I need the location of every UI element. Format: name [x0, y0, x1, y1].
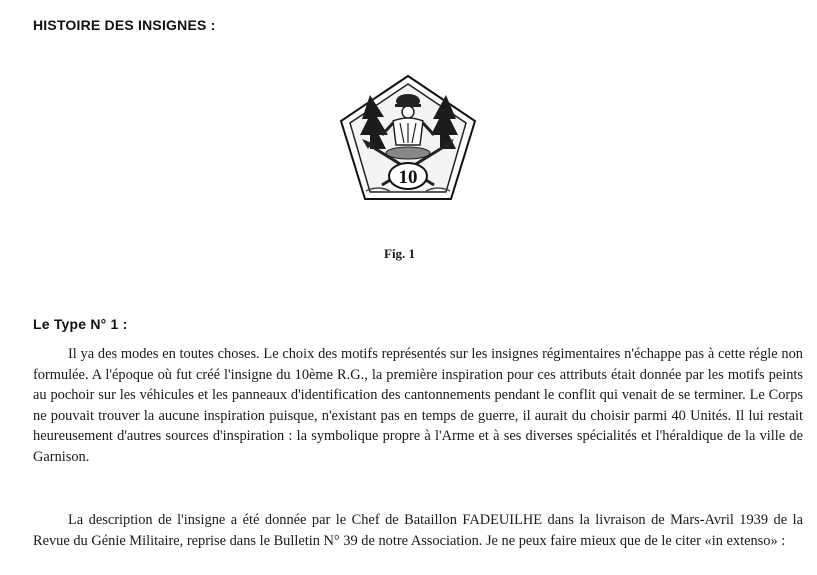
- regimental-insignia-icon: [338, 73, 478, 203]
- figure-caption: Fig. 1: [384, 246, 416, 261]
- paragraph-1: Il ya des modes en toutes choses. Le choix des motifs représentés sur les insignes régimentaires n'échappe pas à cette régle non formulée. A l'époque où fut créé l'insigne du 10ème R.G., la première inspiration pour ces attributs était donnée par les motifs peints au pochoir sur les véhicules et les panneaux d'identification des cantonnements pendant le conflit qui venait de se terminer. Le Corps ne pouvait trouver la aucune inspiration puisque, n'existant pas en temps de guerre, il aurait du choisir parmi 40 Unités. Il lui restait heureusement d'autres sources d'inspiration : la symbolique propre à l'Arme et à ses diverses spécialités et l'héraldique de la ville de Garnison.: [33, 346, 803, 465]
- document-title: HISTOIRE DES INSIGNES :: [33, 17, 216, 33]
- insignia-number: 10: [398, 167, 418, 188]
- paragraph-2: La description de l'insigne a été donnée par le Chef de Bataillon FADEUILHE dans la livraison de Mars-Avril 1939 de la Revue du Génie Militaire, reprise dans le Bulletin N° 39 de notre Association. Je ne peux faire mieux que de le citer «in extenso» :: [33, 512, 803, 549]
- section-title: Le Type N° 1 :: [33, 316, 128, 332]
